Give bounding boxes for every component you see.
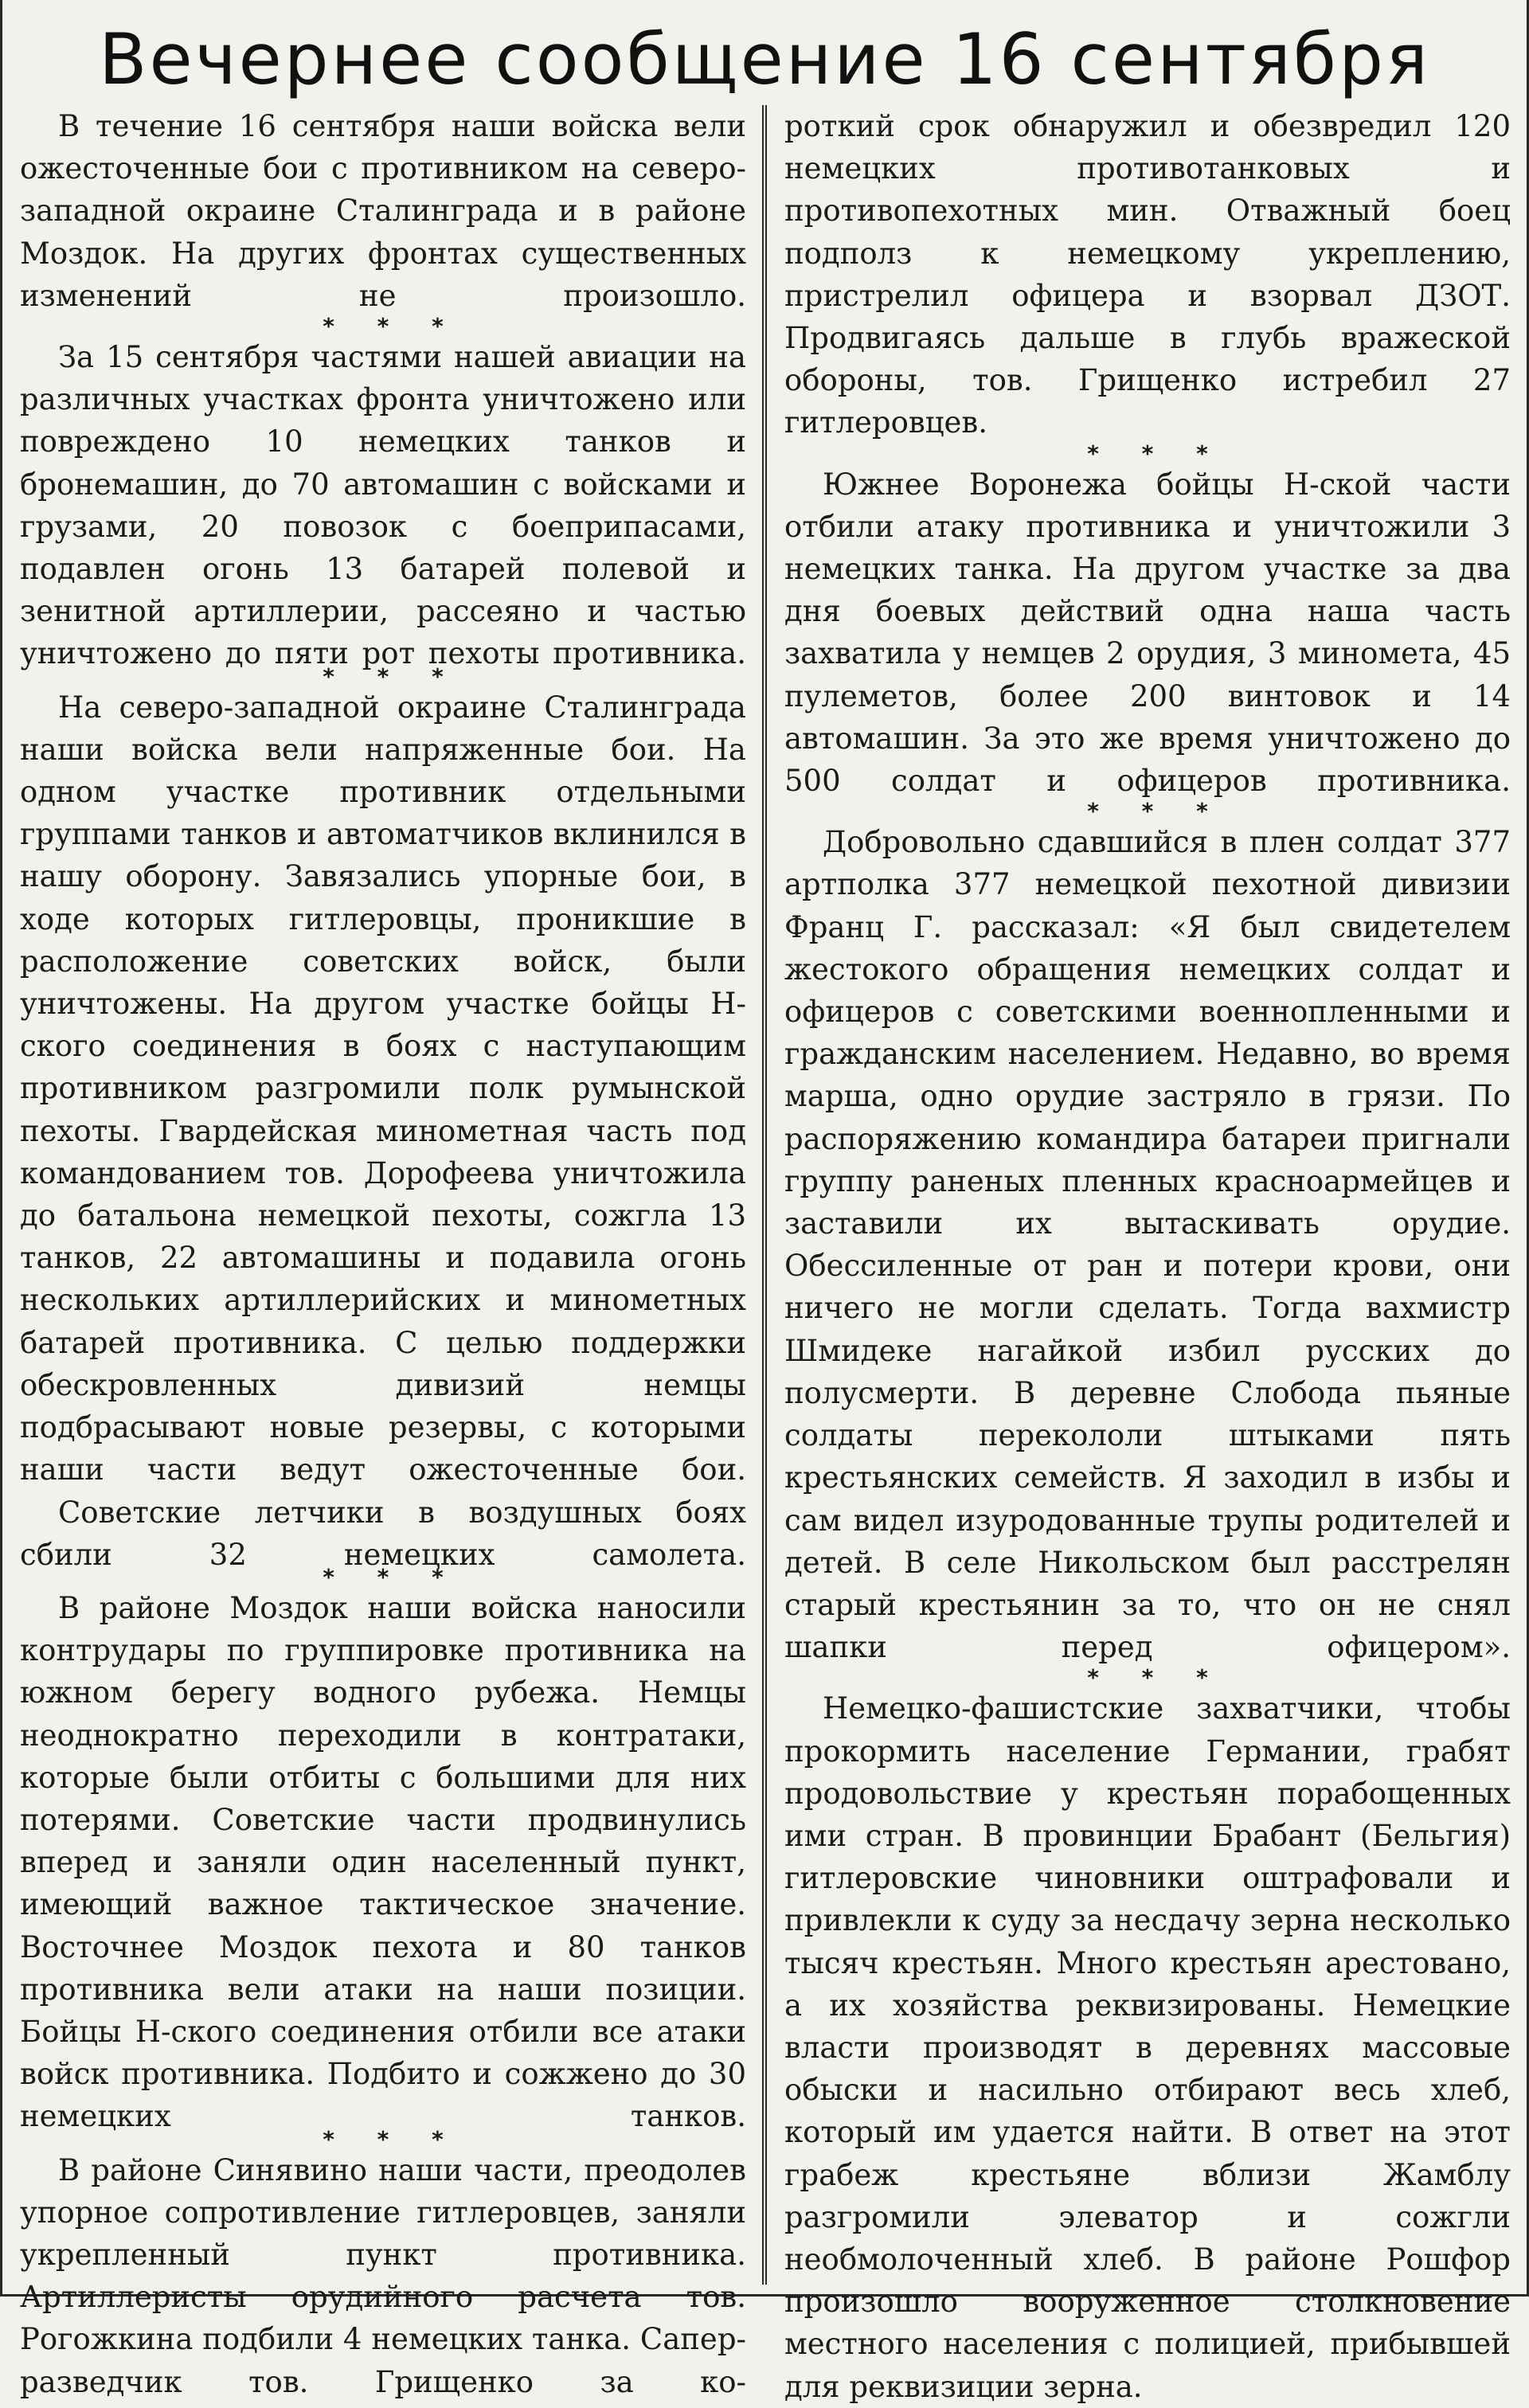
section-separator: * * *	[323, 1563, 461, 1590]
left-column	[2, 105, 762, 2399]
paragraph-mozdok: В районе Моздок наши войска наносили контрудары по группировке противника на южном берегу водного рубежа. Немцы неоднократно переходили в контратаки, которые были отбиты с большими для них потерями. Советские части продвинулись вперед и заняли один населенный пункт, имеющий важное тактическое значение. Восточнее Моздок пехота и 80 танков противника вели атаки на наши позиции. Бойцы Н-ского соединения отбили все атаки войск противника. Подбито и сожжено до 30 немецких танков.	[20, 1590, 746, 2134]
section-separator: * * *	[1087, 798, 1226, 825]
section-separator: * * *	[323, 313, 461, 340]
paragraph-belgium: Немецко-фашистские захватчики, чтобы прокормить население Германии, грабят продовольствие у крестьян порабощенных ими стран. В провинции Брабант (Бельгия) гитлеровские чиновники оштрафовали и привлекли к суду за несдачу зерна несколько тысяч крестьян. Много крестьян арестовано, а их хозяйства реквизированы. Немецкие власти производят в деревнях массовые обыски и насильно отбирают весь хлеб, который им удается найти. В ответ на этот грабеж крестьяне вблизи Жамблу разгромили элеватор и сожгли необмолоченный хлеб. В районе Рошфор произошло вооруженное столкновение местного населения с полицией, прибывшей для реквизиции зерна.	[784, 1691, 1511, 2404]
right-column	[767, 105, 1527, 2404]
paragraph-summary: В течение 16 сентября наши войска вели ожесточенные бои с противником на северо-западной окраине Сталинграда и в районе Моздок. На других фронтах существенных изменений не произошло.	[20, 109, 746, 313]
section-separator: * * *	[323, 663, 461, 690]
paragraph-pilots: Советские летчики в воздушных боях сбили 32 немецких самолета.	[20, 1495, 746, 1572]
paragraph-sapper-continued: роткий срок обнаружил и обезвредил 120 немецких противотанковых и противопехотных мин. Отважный боец подполз к немецкому укреплению, пристрелил офицера и взорвал ДЗОТ. Продвигаясь дальше в глубь вражеской обороны, тов. Грищенко истребил 27 гитлеровцев.	[784, 109, 1511, 440]
paragraph-prisoner-testimony: Добровольно сдавшийся в плен солдат 377 артполка 377 немецкой пехотной дивизии Франц Г. рассказал: «Я был свидетелем жестокого обращения немецких солдат и офицеров с советскими военнопленными и гражданским населением. Недавно, во время марша, одно орудие застряло в грязи. По распоряжению командира батареи пригнали группу раненых пленных красноармейцев и заставили их вытаскивать орудие. Обессиленные от ран и потери крови, они ничего не могли сделать. Тогда вахмистр Шмидеке нагайкой избил русских до полусмерти. В деревне Слобода пьяные солдаты перекололи штыками пять крестьянских семейств. Я заходил в избы и сам видел изуродованные трупы родителей и детей. В селе Никольском был расстрелян старый крестьянин за то, что он не снял шапки перед офицером».	[784, 825, 1511, 1665]
paragraph-sinyavino: В районе Синявино наши части, преодолев упорное сопротивление гитлеровцев, заняли укрепленный пункт противника. Артиллеристы орудийного расчета тов. Рогожкина подбили 4 немецких танка. Сапер-разведчик тов. Грищенко за ко-	[20, 2152, 746, 2399]
paragraph-stalingrad: На северо-западной окраине Сталинграда наши войска вели напряженные бои. На одном участке противник отдельными группами танков и автоматчиков вклинился в нашу оборону. Завязались упорные бои, в ходе которых гитлеровцы, проникшие в расположение советских войск, были уничтожены. На другом участке бойцы Н-ского соединения в боях с наступающим противником разгромили полк румынской пехоты. Гвардейская минометная часть под командованием тов. Дорофеева уничтожила до батальона немецкой пехоты, сожгла 13 танков, 22 автомашины и подавила огонь нескольких артиллерийских и минометных батарей противника. С целью поддержки обескровленных дивизий немцы подбрасывают новые резервы, с которыми наши части ведут ожесточенные бои.	[20, 690, 746, 1487]
section-separator: * * *	[323, 2125, 461, 2152]
section-separator: * * *	[1087, 1664, 1226, 1691]
page-title: Вечернее сообщение 16 сентября	[99, 18, 1430, 100]
paragraph-aviation: За 15 сентября частями нашей авиации на различных участках фронта уничтожено или повреждено 10 немецких танков и бронемашин, до 70 автомашин с войсками и грузами, 20 повозок с боеприпасами, подавлен огонь 13 батарей полевой и зенитной артиллерии, рассеяно и частью уничтожено до пяти рот пехоты противника.	[20, 340, 746, 671]
article-columns	[2, 105, 1527, 2404]
section-separator: * * *	[1087, 440, 1226, 467]
paragraph-voronezh: Южнее Воронежа бойцы Н-ской части отбили атаку противника и уничтожили 3 немецких танка. На другом участке за два дня боевых действий одна наша часть захватила у немцев 2 орудия, 3 миномета, 45 пулеметов, более 200 винтовок и 14 автомашин. За это же время уничтожено до 500 солдат и офицеров противника.	[784, 467, 1511, 799]
